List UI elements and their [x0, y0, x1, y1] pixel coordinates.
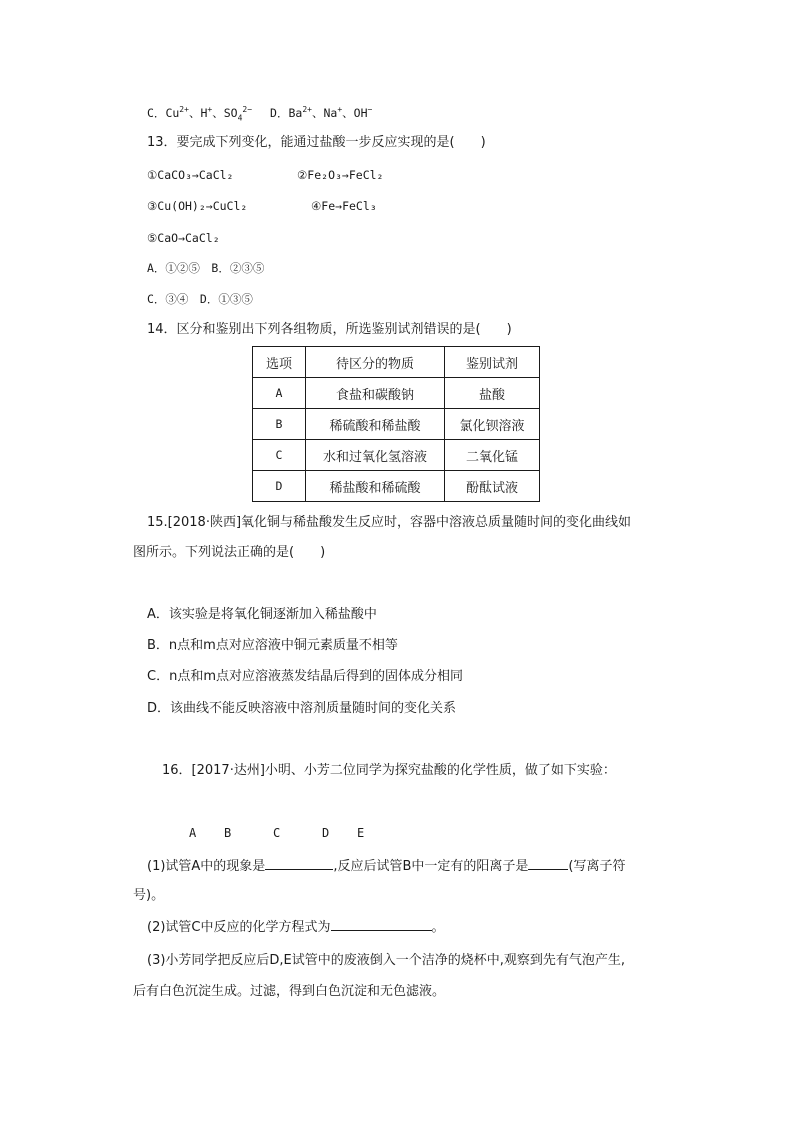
table-cell: D	[253, 471, 306, 502]
table-header-cell: 鉴别试剂	[445, 347, 540, 378]
q16-part1-prompt-b: ,反应后试管B中一定有的阳离子是	[333, 859, 529, 874]
q16-part3-line1: (3)小芳同学把反应后D,E试管中的废液倒入一个洁净的烧杯中,观察到先有气泡产生,	[147, 953, 626, 968]
q16-part1-prompt-c: (写离子符	[568, 859, 626, 874]
q16-part2-prompt: (2)试管C中反应的化学方程式为	[147, 920, 331, 935]
q15-option-a: A．该实验是将氧化铜逐渐加入稀盐酸中	[147, 607, 377, 622]
table-cell: 稀硫酸和稀盐酸	[306, 409, 445, 440]
q16-part2-end: 。	[431, 920, 445, 935]
q16-part1-line1	[147, 857, 625, 876]
answer-blank-2[interactable]	[528, 857, 568, 870]
table-cell: 盐酸	[445, 378, 540, 409]
table-cell: C	[253, 440, 306, 471]
q16-part1-line2: 号)。	[133, 888, 165, 903]
q16-part1-prompt-a: (1)试管A中的现象是	[147, 859, 266, 874]
q16-stem: 16．[2017·达州]小明、小芳二位同学为探究盐酸的化学性质，做了如下实验：	[162, 763, 616, 778]
ion-ba: Ba	[288, 106, 303, 120]
q15-option-c: C．n点和m点对应溶液蒸发结晶后得到的固体成分相同	[147, 669, 463, 684]
separator: 、	[342, 106, 354, 120]
table-cell: 食盐和碳酸钠	[306, 378, 445, 409]
q15-option-d: D．该曲线不能反映溶液中溶剂质量随时间的变化关系	[147, 701, 457, 716]
table-row	[253, 409, 540, 440]
answer-blank-3[interactable]	[331, 918, 432, 931]
separator: 、	[212, 106, 224, 120]
q15-stem-line2: 图所示。下列说法正确的是( )	[133, 545, 326, 560]
q12-options-line	[147, 104, 372, 122]
q16-part2	[147, 918, 445, 937]
q13-item-5: ⑤CaO→CaCl₂	[147, 231, 220, 245]
table-row	[253, 378, 540, 409]
table-cell: A	[253, 378, 306, 409]
answer-blank-1[interactable]	[265, 857, 333, 870]
table-header-cell: 待区分的物质	[306, 347, 445, 378]
q15-option-b: B．n点和m点对应溶液中铜元素质量不相等	[147, 638, 398, 653]
table-cell: 氯化钡溶液	[445, 409, 540, 440]
ion-charge: 2+	[302, 105, 312, 115]
q13-item-1: ①CaCO₃→CaCl₂	[147, 168, 234, 182]
separator: 、	[188, 106, 201, 120]
q12-option-d-label: D．	[270, 106, 289, 120]
ion-charge: +	[337, 105, 343, 115]
table-cell: 水和过氧化氢溶液	[306, 440, 445, 471]
tube-label-a: A	[189, 826, 197, 840]
ion-charge: 2+	[179, 105, 189, 115]
table-row	[253, 440, 540, 471]
q13-item-4: ④Fe→FeCl₃	[311, 199, 377, 213]
q13-item-3: ③Cu(OH)₂→CuCl₂	[147, 199, 248, 213]
ion-oh: OH	[353, 106, 368, 120]
ion-charge: 2−	[242, 105, 253, 115]
q14-stem: 14．区分和鉴别出下列各组物质，所选鉴别试剂错误的是( )	[147, 322, 512, 337]
table-header-row	[253, 347, 540, 378]
tube-label-c: C	[273, 826, 281, 840]
q12-option-c-label: C．	[147, 106, 166, 120]
ion-h: H	[200, 106, 208, 120]
ion-charge: +	[207, 105, 213, 115]
q13-options-ab: A．①②⑤ B．②③⑤	[147, 261, 265, 275]
q13-options-cd: C．③④ D．①③⑤	[147, 292, 253, 306]
tube-label-e: E	[357, 826, 365, 840]
tube-label-d: D	[322, 826, 330, 840]
table-header-cell: 选项	[253, 347, 306, 378]
tube-label-b: B	[224, 826, 232, 840]
table-cell: 稀盐酸和稀硫酸	[306, 471, 445, 502]
separator: 、	[311, 106, 324, 120]
ion-charge: −	[367, 105, 373, 115]
table-cell: 酚酞试液	[445, 471, 540, 502]
q15-stem-line1: 15.[2018·陕西]氧化铜与稀盐酸发生反应时，容器中溶液总质量随时间的变化曲线如	[147, 515, 632, 530]
table-row	[253, 471, 540, 502]
q13-item-2: ②Fe₂O₃→FeCl₂	[297, 168, 384, 182]
table-cell: 二氧化锰	[445, 440, 540, 471]
q13-stem: 13．要完成下列变化，能通过盐酸一步反应实现的是( )	[147, 135, 486, 150]
q16-part3-line2: 后有白色沉淀生成。过滤，得到白色沉淀和无色滤液。	[133, 984, 446, 999]
ion-cu: Cu	[165, 106, 180, 120]
ion-so4: SO	[223, 106, 238, 120]
q14-table	[252, 346, 540, 502]
ion-subscript: 4	[237, 113, 243, 123]
ion-na: Na	[323, 106, 338, 120]
table-cell: B	[253, 409, 306, 440]
